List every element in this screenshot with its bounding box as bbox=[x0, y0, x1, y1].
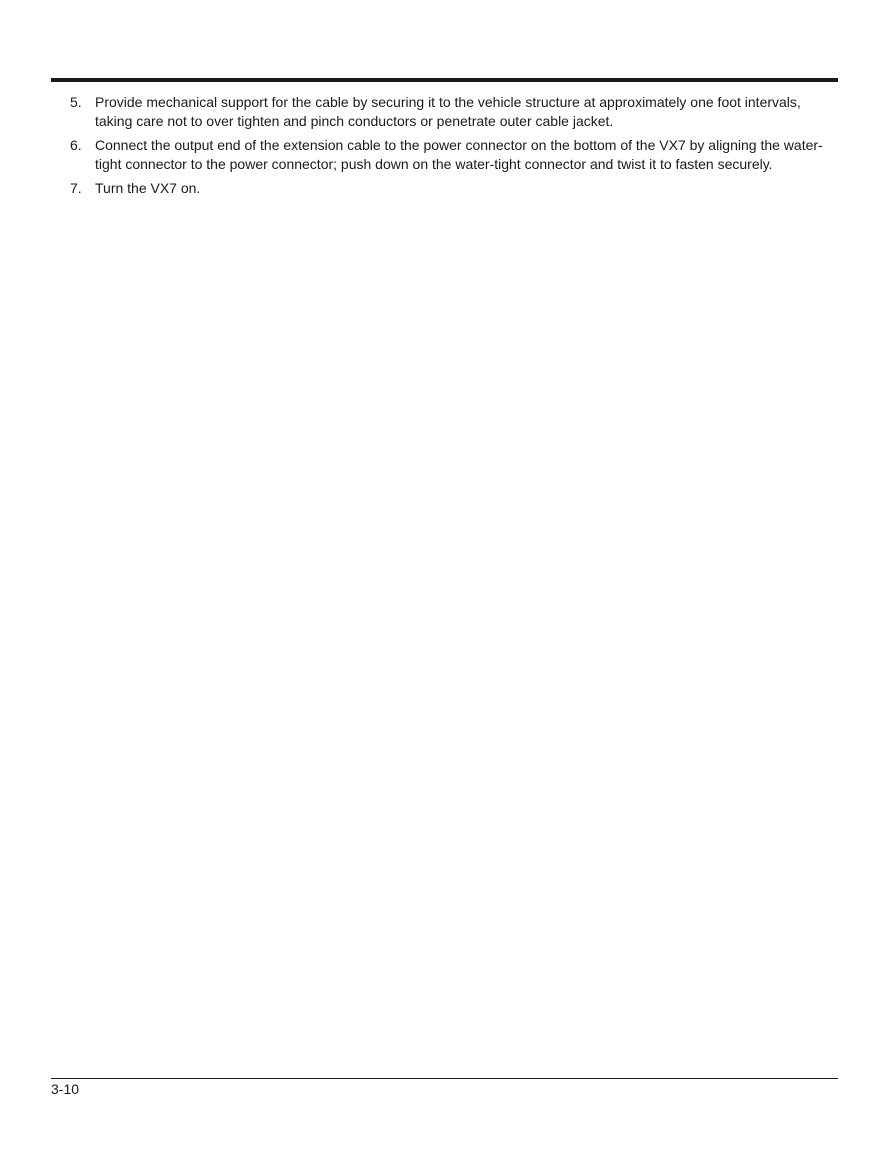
step-6 bbox=[51, 136, 838, 173]
header-rule bbox=[51, 78, 838, 82]
footer-rule bbox=[51, 1078, 838, 1079]
step-number: 6. bbox=[70, 137, 82, 153]
page-number: 3-10 bbox=[51, 1081, 80, 1097]
step-number: 7. bbox=[70, 180, 82, 196]
step-text: Provide mechanical support for the cable by securing it to the vehicle structure at approximately one foot intervals, taking care not to over tighten and pinch conductors or penetrate outer cable jacket. bbox=[95, 94, 801, 129]
step-text: Connect the output end of the extension cable to the power connector on the bottom of the VX7 by aligning the water-tight connector to the power connector; push down on the water-tight connector and twist it to fasten securely. bbox=[95, 137, 823, 172]
step-number: 5. bbox=[70, 94, 82, 110]
step-5 bbox=[51, 93, 838, 130]
instruction-steps bbox=[51, 93, 838, 204]
step-7 bbox=[51, 179, 838, 198]
step-text: Turn the VX7 on. bbox=[95, 180, 201, 196]
